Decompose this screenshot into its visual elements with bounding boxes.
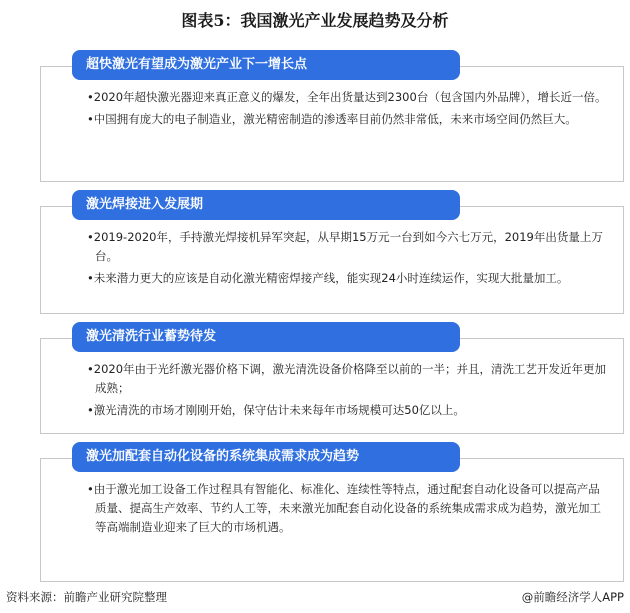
section-box [40, 458, 624, 582]
list-item: •激光清洗的市场才刚刚开始，保守估计未来每年市场规模可达50亿以上。 [87, 403, 465, 417]
list-item: •由于激光加工设备工作过程具有智能化、标准化、连续性等特点，通过配套自动化设备可以提高产品质量、提高生产效率、节约人工等，未来激光加配套自动化设备的系统集成需求成为趋势，激光加工等高端制造业迎来了巨大的市场机遇。 [87, 482, 601, 534]
section-box [40, 338, 624, 434]
section-header: 激光清洗行业蓄势待发 [72, 322, 460, 352]
section-items [87, 88, 607, 132]
list-item: •2019-2020年，手持激光焊接机异军突起，从早期15万元一台到如今六七万元，2019年出货量上万台。 [87, 230, 603, 263]
section-system-integration [40, 442, 624, 582]
section-header: 超快激光有望成为激光产业下一增长点 [72, 50, 460, 80]
list-item: •未来潜力更大的应该是自动化激光精密焊接产线，能实现24小时连续运作，实现大批量加工。 [87, 271, 569, 285]
section-header: 激光焊接进入发展期 [72, 190, 460, 220]
source-note: 资料来源：前瞻产业研究院整理 [6, 590, 167, 604]
list-item: •中国拥有庞大的电子制造业，激光精密制造的渗透率目前仍然非常低，未来市场空间仍然巨大。 [87, 112, 577, 126]
section-laser-welding [40, 190, 624, 314]
list-item: •2020年超快激光器迎来真正意义的爆发，全年出货量达到2300台（包含国内外品牌），增长近一倍。 [87, 90, 607, 104]
section-items [87, 228, 607, 291]
section-items [87, 480, 607, 540]
section-ultrafast-laser [40, 50, 624, 182]
figure-title: 图表5：我国激光产业发展趋势及分析 [181, 11, 449, 30]
section-laser-cleaning [40, 322, 624, 434]
section-header: 激光加配套自动化设备的系统集成需求成为趋势 [72, 442, 460, 472]
section-items [87, 360, 607, 423]
section-box [40, 66, 624, 182]
brand-credit: @前瞻经济学人APP [521, 590, 624, 604]
section-box [40, 206, 624, 314]
list-item: •2020年由于光纤激光器价格下调，激光清洗设备价格降至以前的一半；并且，清洗工艺开发近年更加成熟； [87, 362, 607, 395]
